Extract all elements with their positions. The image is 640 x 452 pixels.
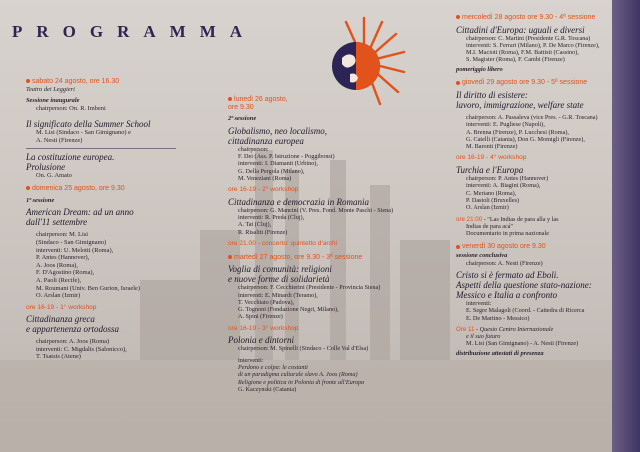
speaker: (Sindaco - San Gimignano) (36, 238, 107, 246)
speaker: interventi: E. Pugliese (Napoli), (466, 121, 545, 129)
talk-title: cittadinanza europea (228, 135, 304, 146)
column-2 (228, 94, 406, 393)
date-monday: lunedì 26 agosto, (228, 96, 406, 104)
documentary: ore 21:00 - "Las Indias de para alla y las (456, 215, 559, 223)
speaker: O. Arslan (Izmir) (36, 292, 81, 300)
talk-title: Globalismo, neo localismo, (228, 125, 327, 136)
speaker: chairperson: A. Joos (Roma) (36, 338, 110, 346)
speaker: Perdono e colpa: le costanti (238, 363, 308, 371)
talk-title: e appartenenza ortodossa (26, 324, 119, 335)
speaker: G. Tognoni (Fondazione Negri, Milano), (238, 306, 339, 314)
bullet-dot-icon (456, 15, 460, 19)
speaker: interventi: S. Ferrari (Milano), P. De Marco (Firenze), (466, 41, 600, 49)
speaker: G. Della Pergola (Milano), (238, 167, 305, 175)
speaker: chairperson: M. Lisi (36, 231, 89, 239)
talk-title: Cittadini d'Europa: uguali e diversi (456, 24, 585, 35)
speaker: C. Meriano (Roma), (466, 189, 517, 197)
speaker: T. Tsatsis (Atene) (36, 353, 81, 361)
free-afternoon: pomeriggio libero (456, 65, 503, 73)
talk-title: Messico e Italia a confronto (456, 289, 558, 300)
speaker: interventi: E. Minardi (Teramo), (238, 291, 318, 299)
speaker: P. Dastoli (Bruxelles) (466, 196, 520, 204)
speaker: E. Segre Malagoli (Coord. - Cattedra di Ricerca (466, 307, 585, 315)
speaker: M. Veneziani (Roma) (238, 174, 292, 182)
speaker: interventi: (238, 356, 264, 364)
talk-title: Cittadinanza greca (26, 314, 95, 325)
workshop-time: ore 16-19 - 4° workshop (456, 154, 527, 162)
concert: ore 21.00 - concerto: quintetto d'archi (228, 240, 338, 248)
speaker: A. Brenna (Firenze), P. Lucchesi (Roma), (466, 128, 569, 136)
speaker: di un paradigma culturale slavo A. Joos (Roma) (238, 371, 358, 379)
speaker: chairperson: (238, 145, 269, 153)
speaker: interventi: A. Biagini (Roma), (466, 182, 541, 190)
chairperson: chairperson: A. Nesti (Firenze) (466, 259, 543, 267)
documentary-line: Indias de para acá" (466, 222, 514, 230)
talk-title: Aspetti della questione stato-nazione: (456, 279, 592, 290)
bullet-dot-icon (456, 245, 460, 249)
speaker: M.I. Macioti (Roma), F.M. Battisti (Cassino), (466, 49, 579, 57)
session-title: sessione conclusiva (456, 252, 508, 260)
speaker: On. G. Amato (36, 171, 72, 179)
workshop-time: ore 16-19 - 1° workshop (26, 303, 97, 311)
session-title: 1ª sessione (26, 196, 55, 204)
speaker: chairperson: F. Cecchierini (Presidente - Provincia Siena) (238, 284, 381, 292)
bullet-dot-icon (228, 255, 232, 259)
bullet-dot-icon (26, 186, 30, 190)
speaker: S. Magister (Roma), F. Cambi (Firenze) (466, 56, 565, 64)
right-decorative-band (612, 0, 640, 452)
date-monday-time: ore 9.30 (228, 103, 254, 111)
talk-title: Polonia e dintorni (228, 335, 294, 346)
final-talk: Ore 11 - Questo Centro Internazionale (456, 325, 554, 333)
speaker: G. Catelli (Catania), Don G. Momigli (Firenze), (466, 135, 585, 143)
talk-title: Cittadinanza e democrazia in Romania (228, 196, 369, 207)
date-tuesday: martedì 27 agosto, ore 9.30 - 3ª sessione (228, 254, 406, 262)
talk-title: lavoro, immigrazione, welfare state (456, 99, 584, 110)
speaker: M. Lisi (Sindaco - San Gimignano) e (36, 129, 131, 137)
date-friday: venerdì 30 agosto ore 9.30 (456, 243, 616, 251)
workshop-time: ore 16-19 - 3° workshop (228, 324, 299, 332)
date-wednesday: mercoledì 28 agosto ore 9.30 - 4ª sessione (456, 14, 616, 22)
speaker: M. Lisi (San Gimignano) - A. Nesti (Firenze) (466, 340, 579, 348)
page-title: PROGRAMMA (12, 22, 257, 41)
bullet-dot-icon (456, 81, 460, 85)
date-thursday: giovedì 29 agosto ore 9.30 - 5ª sessione (456, 79, 616, 87)
talk-title: La costituzione europea. (26, 151, 115, 162)
talk-title: e nuove forme di solidarietà (228, 274, 330, 285)
bullet-dot-icon (228, 97, 232, 101)
column-1 (26, 76, 216, 361)
speaker: F. D'Agostino (Roma), (36, 269, 95, 277)
speaker: chairperson: A. Passaleva (vice Pres. - G.R. Toscana) (466, 113, 598, 121)
speaker: O. Arslan (Izmir) (466, 204, 509, 212)
bullet-dot-icon (26, 79, 30, 83)
talk-title: Turchia e l'Europa (456, 165, 524, 176)
speaker: chairperson: P. Antes (Hannover) (466, 175, 549, 183)
session-title: Sessione inaugurale (26, 97, 80, 105)
speaker: E. De Martino - Messico) (466, 314, 530, 322)
final-talk-line: e il suo futuro (466, 333, 501, 341)
speaker: M. Roumani (Univ. Ben Gurion, Israele) (36, 284, 140, 292)
speaker: Religione e politica in Polonia di fronte all'Europa (238, 378, 365, 386)
column-3 (456, 12, 616, 357)
talk-title: Il diritto di esistere: (456, 89, 528, 100)
talk-title: American Dream: ad un anno (26, 207, 134, 218)
speaker: interventi: R. Preda (Cluj), (238, 214, 305, 222)
speaker: M. Baronti (Firenze) (466, 143, 518, 151)
speaker: A. Paoli (Recife), (36, 276, 82, 284)
speaker: A. Spini (Firenze) (238, 313, 283, 321)
talk-title: dall'11 settembre (26, 217, 88, 228)
speaker: A. Tat (Cluj), (238, 221, 272, 229)
speaker: interventi: C. Migdalis (Salonicco), (36, 345, 127, 353)
talk-title: Il significato della Summer School (26, 119, 151, 130)
venue: Teatro dei Leggieri (26, 85, 75, 93)
documentary-line: Documentario in prima nazionale (466, 230, 549, 238)
chairperson: chairperson: On. R. Imbeni (36, 104, 106, 112)
date-sunday: domenica 25 agosto, ore 9.30 (26, 185, 216, 193)
talk-title: Voglia di comunità: religioni (228, 264, 332, 275)
speaker: chairperson: M. Spinelli (Sindaco - Colle Val d'Elsa) (238, 345, 369, 353)
speaker: F. Dei (Ass. P. Istruzione - Poggibonsi) (238, 153, 335, 161)
speaker: interventi: I. Diamanti (Urbino), (238, 160, 318, 168)
speaker: R. Risaliti (Firenze) (238, 228, 288, 236)
speaker: chairperson: G. Mancini (V. Pres. Fond. Monte Paschi - Siena) (238, 206, 394, 214)
speaker: chairperson: C. Martini (Presidente G.R. Toscana) (466, 34, 591, 42)
date-saturday: sabato 24 agosto, ore 16.30 (26, 78, 216, 86)
final-note: distribuzione attestati di presenza (456, 349, 544, 357)
speaker: A. Joos (Roma), (36, 261, 78, 269)
speaker: G. Kaczynski (Catania) (238, 385, 297, 393)
speaker: interventi: (466, 299, 492, 307)
speaker: interventi: U. Melotti (Roma), (36, 246, 114, 254)
talk-title: Cristo si è fermato ad Eboli. (456, 269, 559, 280)
speaker: T. Vecchiato (Padova), (238, 298, 295, 306)
talk-title: Prolusione (26, 161, 66, 172)
speaker: A. Nesti (Firenze) (36, 136, 83, 144)
speaker: P. Antes (Hannover), (36, 254, 90, 262)
session-title: 2ª sessione (228, 115, 257, 123)
workshop-time: ore 16-19 - 2° workshop (228, 186, 299, 194)
